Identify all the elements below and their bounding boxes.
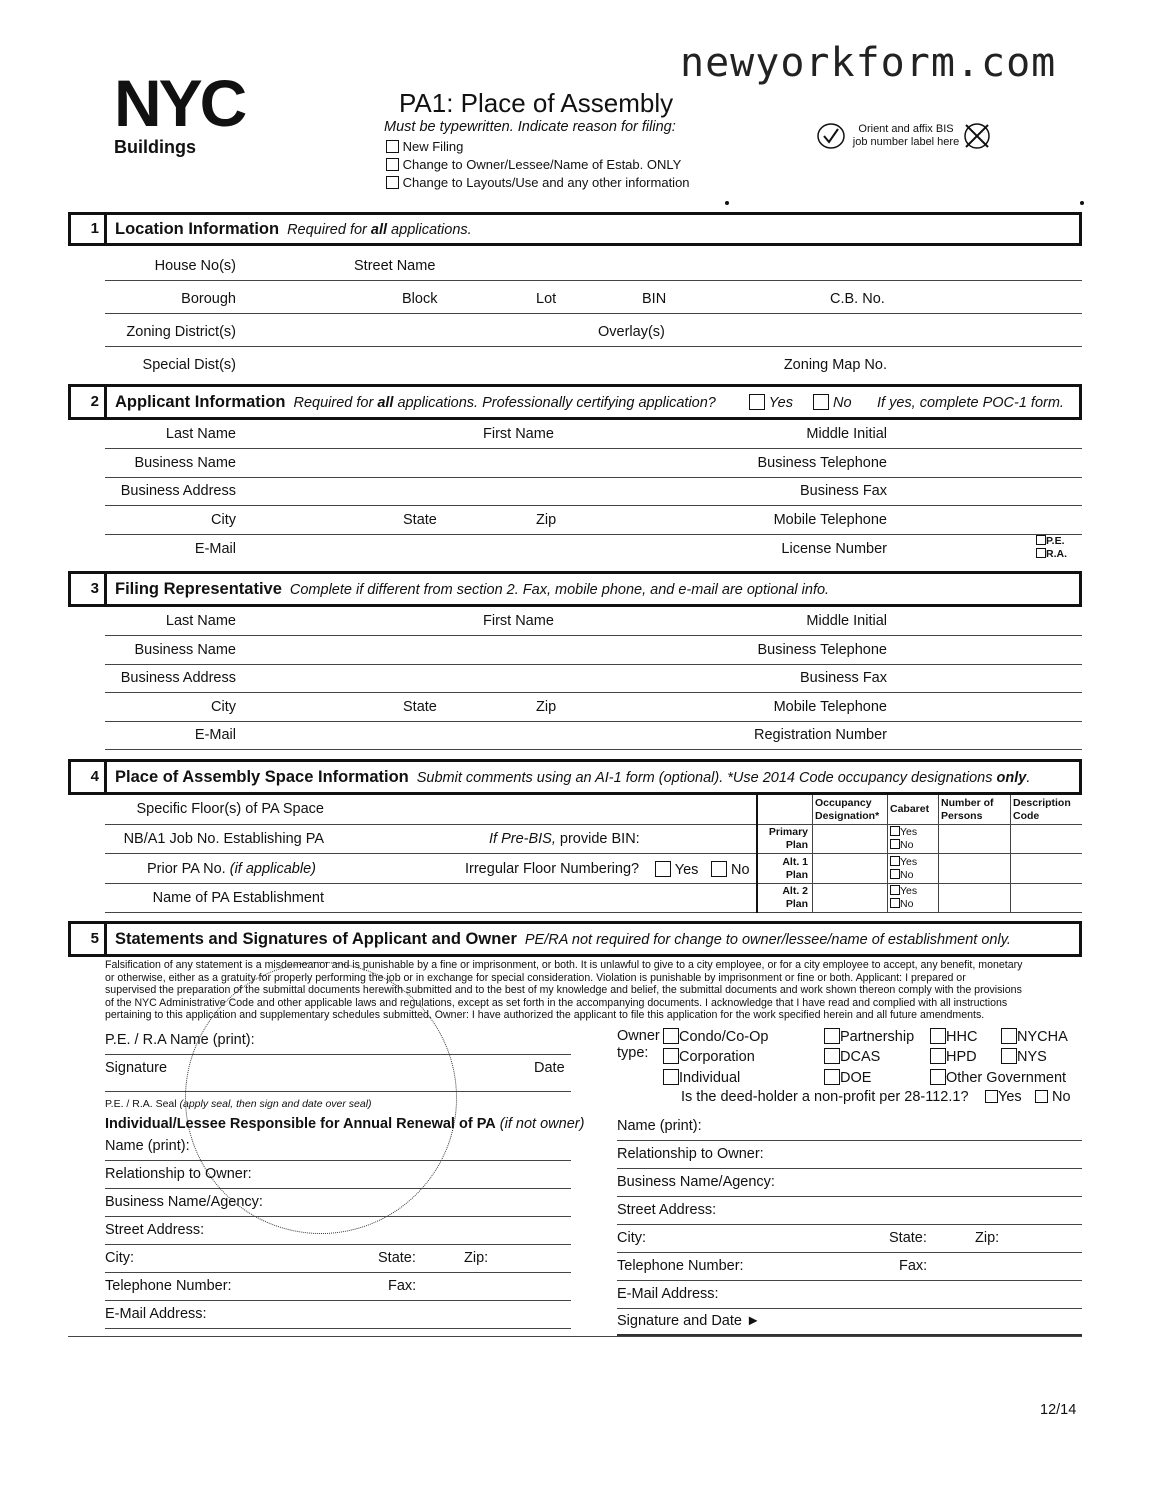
zoning-district-label: Zoning District(s) xyxy=(126,324,236,340)
form-title: PA1: Place of Assembly xyxy=(399,88,674,118)
field-line xyxy=(105,1272,571,1273)
section-bottom-rule xyxy=(68,1336,1082,1337)
cabaret-yes-alt2[interactable]: Yes xyxy=(890,885,917,897)
field-line xyxy=(617,1196,1082,1197)
section-2-header xyxy=(68,384,1082,420)
left-city-label: City: xyxy=(105,1250,134,1266)
cabaret-no-primary[interactable]: No xyxy=(890,839,913,851)
business-fax-label: Business Fax xyxy=(799,670,887,686)
left-street-label: Street Address: xyxy=(105,1222,205,1238)
field-line xyxy=(105,1300,571,1301)
left-state-label: State: xyxy=(378,1250,416,1266)
section-title: Applicant Information Required for all applications. Professionally certifying application? xyxy=(115,393,716,411)
section-number: 1 xyxy=(71,215,107,243)
nonprofit-question: Is the deed-holder a non-profit per 28-112.1? xyxy=(681,1089,969,1105)
checkbox[interactable] xyxy=(813,394,829,410)
zip-label: Zip xyxy=(536,512,557,528)
checkbox[interactable] xyxy=(1001,1028,1017,1044)
checkbox[interactable] xyxy=(711,861,727,877)
right-state-label: State: xyxy=(889,1230,927,1246)
business-name-label: Business Name xyxy=(134,642,236,658)
responsible-party-heading: Individual/Lessee Responsible for Annual Renewal of PA (if not owner) xyxy=(105,1116,585,1132)
email-label: E-Mail xyxy=(194,541,236,557)
checkbox[interactable] xyxy=(386,140,399,153)
nyc-buildings-logo xyxy=(114,72,284,156)
section-1-header xyxy=(68,212,1082,246)
cabaret-no-alt2[interactable]: No xyxy=(890,898,913,910)
registration-number-label: Registration Number xyxy=(754,727,887,743)
logo-buildings-text: Buildings xyxy=(114,137,196,157)
field-line xyxy=(105,912,1082,913)
col-persons-header: Number of Persons xyxy=(941,797,994,822)
form-version: 12/14 xyxy=(1040,1402,1077,1418)
field-line xyxy=(105,692,1082,693)
owner-hhc[interactable]: HHC xyxy=(930,1028,977,1045)
pre-bis-bin-label: If Pre-BIS, provide BIN: xyxy=(489,831,640,847)
checkbox[interactable] xyxy=(890,898,900,908)
zip-label: Zip xyxy=(536,699,557,715)
field-line xyxy=(105,853,1082,854)
section-number: 3 xyxy=(71,574,107,604)
owner-corporation[interactable]: Corporation xyxy=(663,1048,755,1065)
field-line xyxy=(105,1244,571,1245)
checkbox[interactable] xyxy=(890,869,900,879)
checkbox[interactable] xyxy=(1036,548,1046,558)
city-label: City xyxy=(211,512,236,528)
field-line xyxy=(617,1252,1082,1253)
section-number: 2 xyxy=(71,387,107,417)
signature-label: Signature xyxy=(105,1060,168,1076)
street-name-label: Street Name xyxy=(354,258,436,274)
checkbox[interactable] xyxy=(930,1048,946,1064)
special-dist-label: Special Dist(s) xyxy=(142,357,236,373)
bis-label-note: Orient and affix BIS job number label here xyxy=(852,123,960,148)
register-dot xyxy=(1080,201,1084,205)
checkbox[interactable] xyxy=(1001,1048,1017,1064)
field-line xyxy=(105,1188,571,1189)
checkbox[interactable] xyxy=(386,176,399,189)
checkbox[interactable] xyxy=(1035,1090,1048,1103)
field-line xyxy=(617,1140,1082,1141)
owner-partnership[interactable]: Partnership xyxy=(824,1028,914,1045)
logo-nyc-text: NYC xyxy=(114,72,245,130)
owner-condo-coop[interactable]: Condo/Co-Op xyxy=(663,1028,768,1045)
overlay-label: Overlay(s) xyxy=(598,324,665,340)
right-city-label: City: xyxy=(617,1230,646,1246)
certifying-no[interactable]: No xyxy=(813,394,852,411)
table-border xyxy=(887,795,888,913)
section-4-header xyxy=(68,759,1082,795)
checkbox[interactable] xyxy=(749,394,765,410)
field-line xyxy=(105,534,1082,535)
checkbox[interactable] xyxy=(890,839,900,849)
left-fax-label: Fax: xyxy=(388,1278,417,1294)
nyc-logo-icon xyxy=(114,72,284,130)
right-name-label: Name (print): xyxy=(617,1118,702,1134)
cabaret-no-alt1[interactable]: No xyxy=(890,869,913,881)
business-fax-label: Business Fax xyxy=(799,483,887,499)
pa-floor-label: Specific Floor(s) of PA Space xyxy=(136,801,324,817)
right-email-label: E-Mail Address: xyxy=(617,1286,719,1302)
checkmark-circle-icon xyxy=(816,122,846,155)
field-line xyxy=(617,1280,1082,1281)
cabaret-yes-primary[interactable]: Yes xyxy=(890,826,917,838)
row-alt2-plan: Alt. 2 Plan xyxy=(782,885,808,910)
checkbox[interactable] xyxy=(1036,535,1046,545)
section-title: Location Information Required for all applications. xyxy=(115,220,472,238)
owner-nys[interactable]: NYS xyxy=(1001,1048,1047,1065)
business-name-label: Business Name xyxy=(134,455,236,471)
left-relationship-label: Relationship to Owner: xyxy=(105,1166,252,1182)
checkbox[interactable] xyxy=(985,1090,998,1103)
poc1-note: If yes, complete POC-1 form. xyxy=(877,395,1064,411)
field-line xyxy=(105,448,1082,449)
table-border xyxy=(938,795,939,913)
cb-no-label: C.B. No. xyxy=(830,291,885,307)
section-title: Filing Representative Complete if different from section 2. Fax, mobile phone, and e-mail are optional info. xyxy=(115,580,830,598)
checkbox[interactable] xyxy=(386,158,399,171)
left-email-label: E-Mail Address: xyxy=(105,1306,207,1322)
filing-instruction: Must be typewritten. Indicate reason for filing: xyxy=(384,119,676,135)
seal-label: P.E. / R.A. Seal (apply seal, then sign and date over seal) xyxy=(105,1098,372,1110)
checkbox[interactable] xyxy=(824,1028,840,1044)
field-line xyxy=(105,505,1082,506)
middle-initial-label: Middle Initial xyxy=(806,426,887,442)
table-border xyxy=(1010,795,1011,913)
field-line xyxy=(105,1091,571,1092)
checkbox[interactable] xyxy=(655,861,671,877)
row-primary-plan: Primary Plan xyxy=(768,826,808,851)
field-line xyxy=(105,346,1082,347)
bin-label: BIN xyxy=(642,291,667,307)
field-line xyxy=(105,824,1082,825)
col-occupancy-header: Occupancy Designation* xyxy=(815,797,880,822)
right-business-label: Business Name/Agency: xyxy=(617,1174,775,1190)
checkbox[interactable] xyxy=(824,1048,840,1064)
legal-statement: Falsification of any statement is a misdemeanor and is punishable by a fine or imprisonment, or both. It is unlawful to give to a city employee, or for a city employee to accept, any benefit, monetary or otherwise, either as a gratuity for properly performing the job or in exchange for special consideration. Violation is punishable by imprisonment or fine or both. Applicant: I prepared or supervised the preparation of the submittal documents herewith submitted and to the best of my knowledge and belief, the submittal documents and work shown thereon comply with the provisions of the NYC Administrative Code and other applicable laws and regulations, except as set forth in the accompanying documents. I acknowledge that I have read and complied with all instructions pertaining to this application and supplementary schedules submitted. Owner: I have authorized the applicant to file this application for the work specified herein and all future amendments. xyxy=(105,959,1023,1022)
owner-type-label: Owner type: xyxy=(617,1028,660,1061)
field-line xyxy=(105,477,1082,478)
section-title: Statements and Signatures of Applicant and Owner PE/RA not required for change to owner/lessee/name of establishment only. xyxy=(115,930,1011,948)
field-line xyxy=(105,1054,571,1055)
first-name-label: First Name xyxy=(483,426,554,442)
nonprofit-yes[interactable]: Yes xyxy=(985,1089,1022,1105)
owner-dcas[interactable]: DCAS xyxy=(824,1048,880,1065)
checkbox[interactable] xyxy=(890,826,900,836)
cross-box-icon xyxy=(962,121,992,156)
right-street-label: Street Address: xyxy=(617,1202,717,1218)
irregular-yes-option[interactable]: Yes xyxy=(655,861,698,878)
first-name-label: First Name xyxy=(483,613,554,629)
city-label: City xyxy=(211,699,236,715)
left-zip-label: Zip: xyxy=(464,1250,489,1266)
checkbox[interactable] xyxy=(824,1069,840,1085)
prior-pa-label: Prior PA No. (if applicable) xyxy=(147,861,316,877)
section-number: 5 xyxy=(71,924,107,954)
nba1-job-label: NB/A1 Job No. Establishing PA xyxy=(123,831,324,847)
section-3-header xyxy=(68,571,1082,607)
checkbox[interactable] xyxy=(663,1028,679,1044)
cabaret-yes-alt1[interactable]: Yes xyxy=(890,856,917,868)
signature-date-label: Signature and Date ► xyxy=(617,1313,761,1329)
state-label: State xyxy=(403,512,437,528)
irregular-no-option[interactable]: No xyxy=(711,861,750,878)
table-border xyxy=(756,795,758,913)
mobile-telephone-label: Mobile Telephone xyxy=(773,699,887,715)
reason-change-owner[interactable]: Change to Owner/Lessee/Name of Estab. ONLY xyxy=(386,157,681,172)
field-line xyxy=(105,664,1082,665)
section-5-header xyxy=(68,921,1082,957)
checkbox[interactable] xyxy=(930,1028,946,1044)
middle-initial-label: Middle Initial xyxy=(806,613,887,629)
field-line xyxy=(105,721,1082,722)
field-line xyxy=(105,883,1082,884)
owner-doe[interactable]: DOE xyxy=(824,1069,871,1086)
date-label: Date xyxy=(534,1060,565,1076)
irregular-floor-label: Irregular Floor Numbering? xyxy=(465,861,640,877)
business-address-label: Business Address xyxy=(120,483,236,499)
ra-checkbox-option[interactable]: R.A. xyxy=(1036,548,1067,560)
last-name-label: Last Name xyxy=(165,426,236,442)
checkbox[interactable] xyxy=(930,1069,946,1085)
checkbox[interactable] xyxy=(663,1069,679,1085)
last-name-label: Last Name xyxy=(165,613,236,629)
field-line xyxy=(105,1216,571,1217)
right-fax-label: Fax: xyxy=(899,1258,928,1274)
field-line xyxy=(617,1224,1082,1225)
pe-checkbox-option[interactable]: P.E. xyxy=(1036,535,1065,547)
left-telephone-label: Telephone Number: xyxy=(105,1278,232,1294)
email-label: E-Mail xyxy=(194,727,236,743)
license-number-label: License Number xyxy=(781,541,887,557)
section-number: 4 xyxy=(71,762,107,792)
business-telephone-label: Business Telephone xyxy=(757,455,887,471)
state-label: State xyxy=(403,699,437,715)
field-line xyxy=(105,313,1082,314)
field-line xyxy=(105,749,1082,750)
right-relationship-label: Relationship to Owner: xyxy=(617,1146,764,1162)
table-border xyxy=(812,795,813,913)
lot-label: Lot xyxy=(536,291,557,307)
site-watermark: newyorkform.com xyxy=(680,40,1057,86)
pa-establishment-label: Name of PA Establishment xyxy=(152,890,324,906)
right-telephone-label: Telephone Number: xyxy=(617,1258,744,1274)
field-line xyxy=(617,1168,1082,1169)
owner-individual[interactable]: Individual xyxy=(663,1069,740,1086)
col-description-header: Description Code xyxy=(1013,797,1071,822)
pe-ra-name-label: P.E. / R.A Name (print): xyxy=(105,1032,255,1048)
field-line xyxy=(617,1308,1082,1309)
checkbox[interactable] xyxy=(890,856,900,866)
business-telephone-label: Business Telephone xyxy=(757,642,887,658)
reason-change-layouts[interactable]: Change to Layouts/Use and any other information xyxy=(386,175,690,190)
owner-nycha[interactable]: NYCHA xyxy=(1001,1028,1068,1045)
field-line xyxy=(105,1328,571,1329)
field-line xyxy=(105,280,1082,281)
right-zip-label: Zip: xyxy=(975,1230,1000,1246)
business-address-label: Business Address xyxy=(120,670,236,686)
nonprofit-no[interactable]: No xyxy=(1035,1089,1071,1105)
certifying-yes[interactable]: Yes xyxy=(749,394,793,411)
borough-label: Borough xyxy=(181,291,236,307)
left-business-label: Business Name/Agency: xyxy=(105,1194,263,1210)
left-name-label: Name (print): xyxy=(105,1138,190,1154)
reason-new-filing[interactable]: New Filing xyxy=(386,139,463,154)
section-title: Place of Assembly Space Information Submit comments using an AI-1 form (optional). *Use 2014 Code occupancy designations only. xyxy=(115,768,1031,786)
col-cabaret-header: Cabaret xyxy=(890,803,930,815)
field-line xyxy=(105,635,1082,636)
owner-hpd[interactable]: HPD xyxy=(930,1048,977,1065)
register-dot xyxy=(725,201,729,205)
mobile-telephone-label: Mobile Telephone xyxy=(773,512,887,528)
checkbox[interactable] xyxy=(663,1048,679,1064)
house-no-label: House No(s) xyxy=(154,258,236,274)
block-label: Block xyxy=(402,291,438,307)
row-alt1-plan: Alt. 1 Plan xyxy=(782,856,808,881)
zoning-map-label: Zoning Map No. xyxy=(783,357,887,373)
field-line xyxy=(105,1160,571,1161)
owner-other-government[interactable]: Other Government xyxy=(930,1069,1066,1086)
checkbox[interactable] xyxy=(890,885,900,895)
